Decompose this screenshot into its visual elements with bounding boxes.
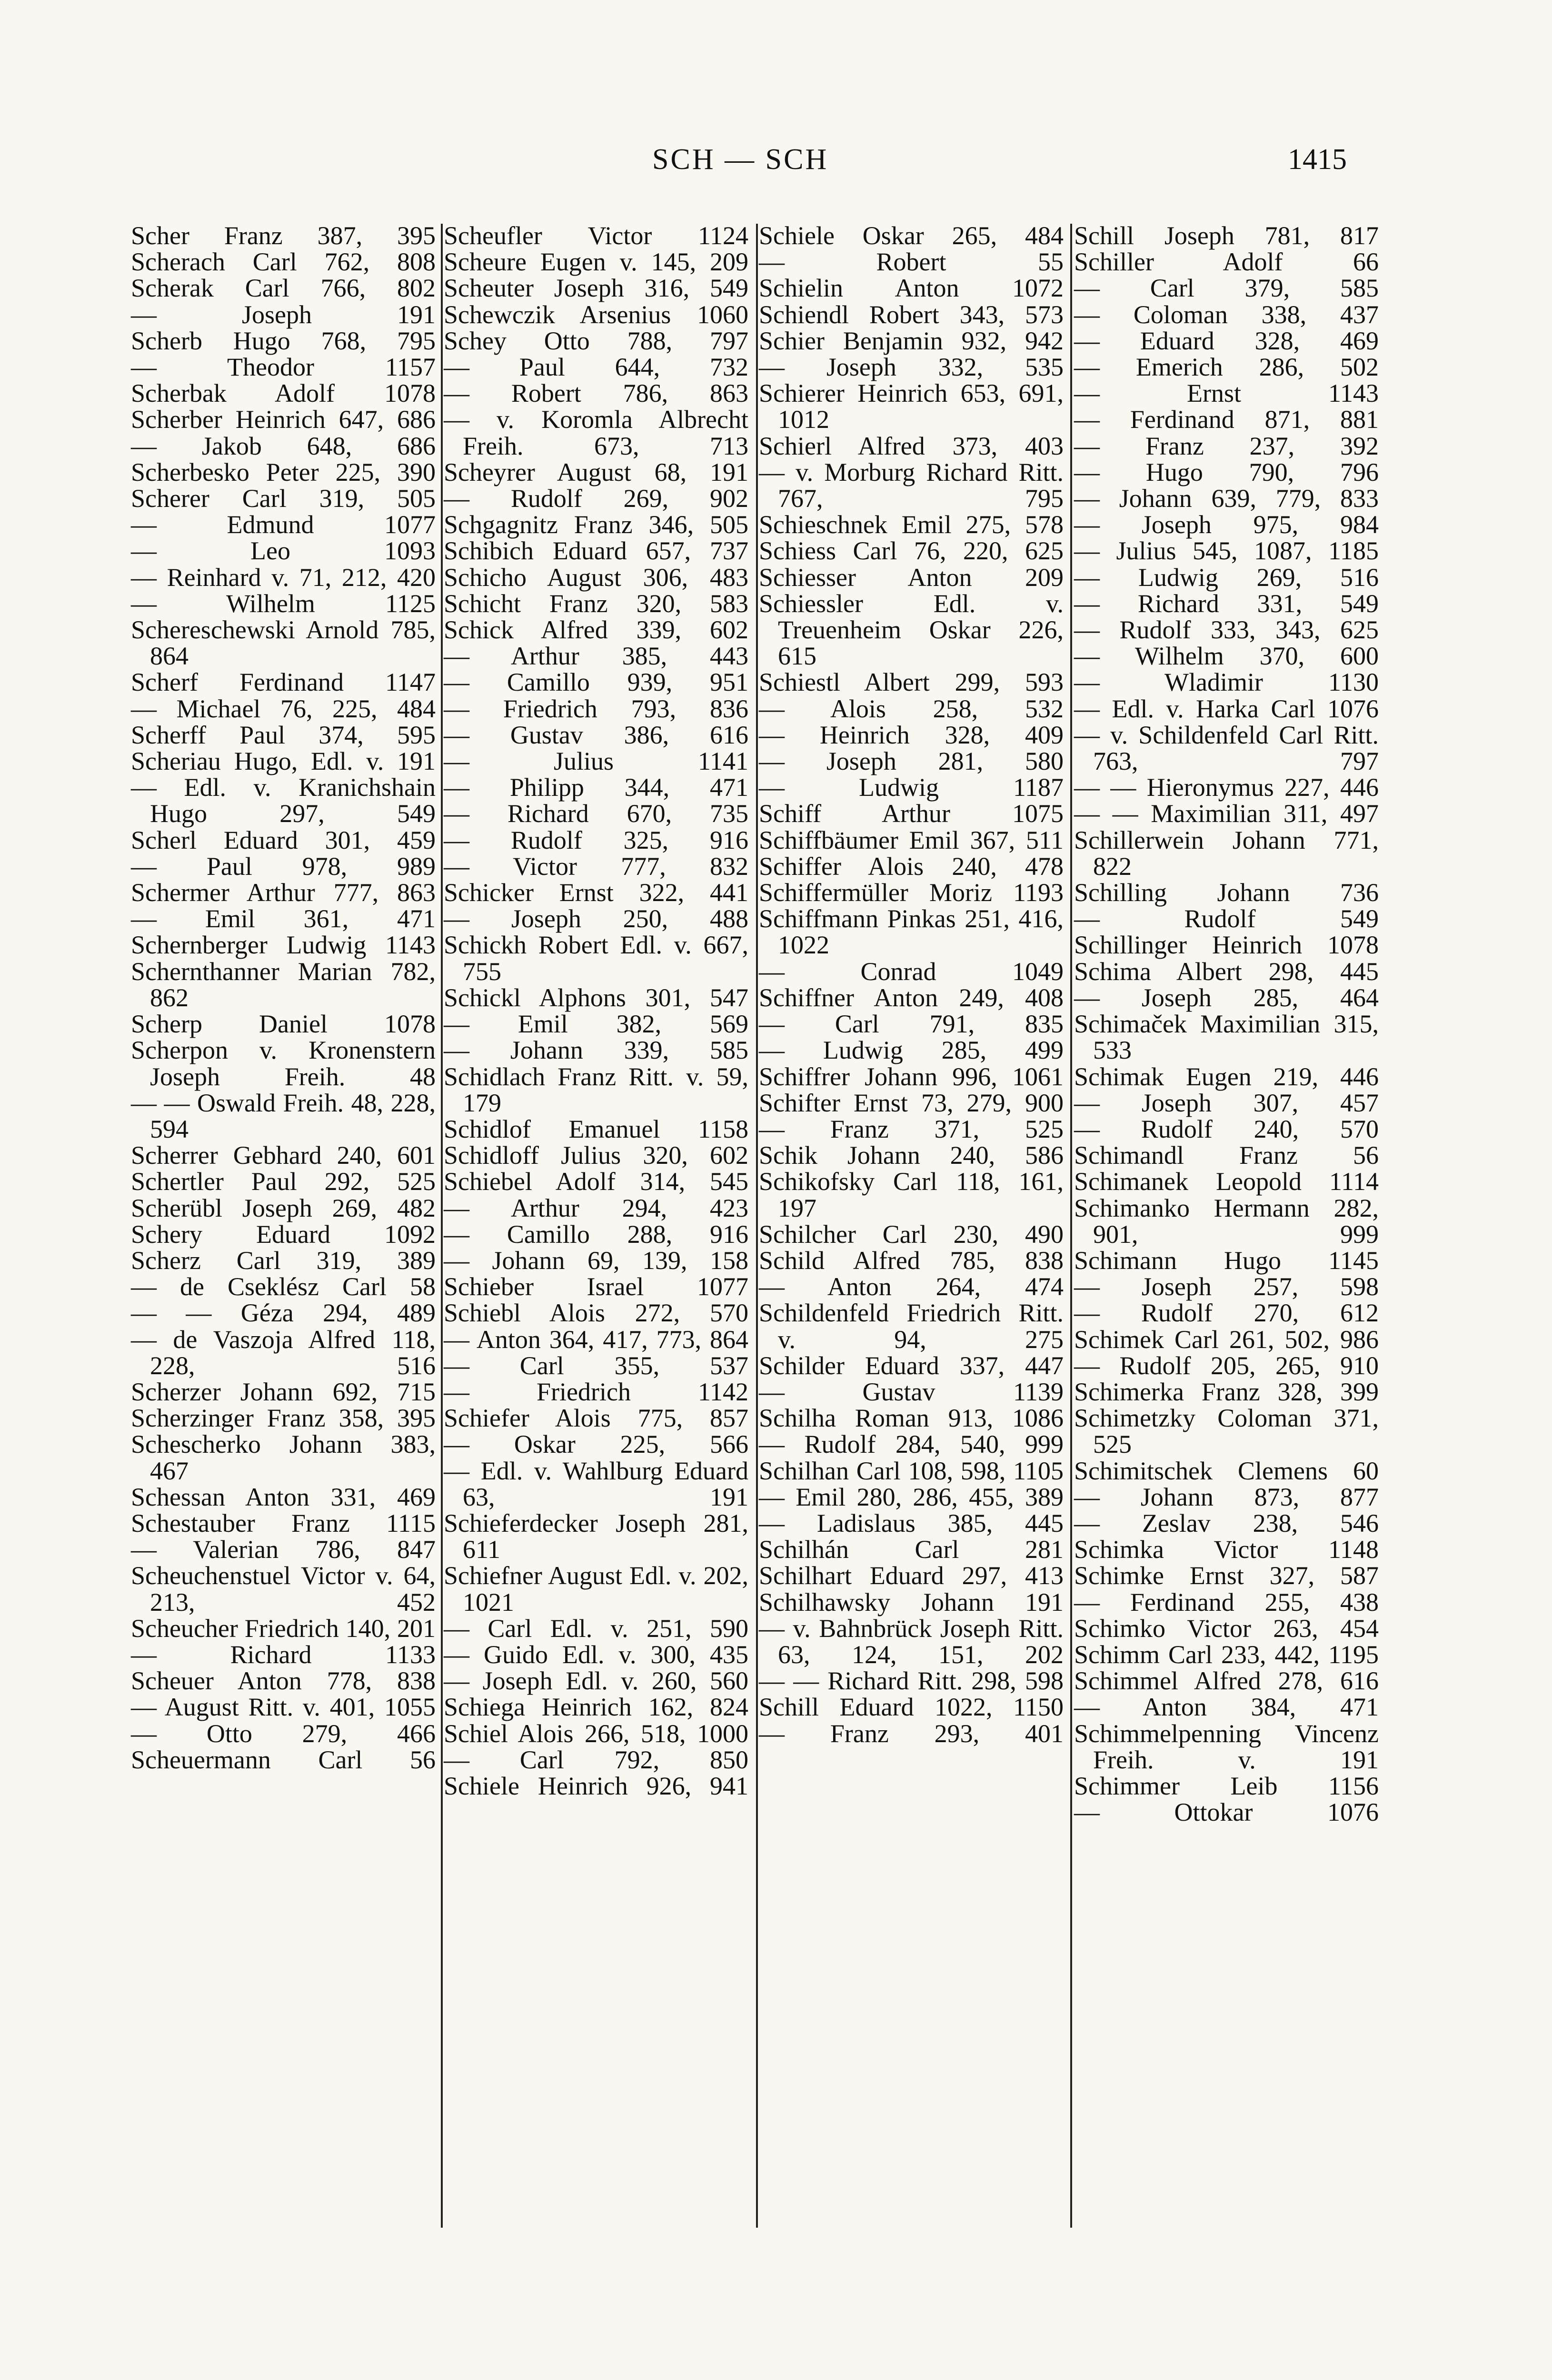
directory-entry: — Joseph 332, 535 [759,353,1064,382]
running-header: SCH — SCH [652,143,829,176]
directory-entry: Schescherko Johann 383, 467 [131,1430,436,1485]
directory-entry: — Conrad 1049 [759,957,1064,986]
directory-entry: — Reinhard v. 71, 212, 420 [131,563,436,592]
directory-entry: Schima Albert 298, 445 [1074,957,1379,986]
directory-entry: — — Hieronymus 227, 446 [1074,773,1379,802]
directory-entry: Schierl Alfred 373, 403 [759,431,1064,460]
directory-entry: Schicho August 306, 483 [444,563,748,592]
directory-entry: — Franz 371, 525 [759,1114,1064,1143]
directory-entry: — Robert 786, 863 [444,379,748,408]
directory-entry: Schermer Arthur 777, 863 [131,878,436,907]
directory-entry: — Carl 791, 835 [759,1010,1064,1039]
directory-entry: — — Maximilian 311, 497 [1074,799,1379,828]
directory-entry: Schimka Victor 1148 [1074,1535,1379,1564]
directory-entry: Schimek Carl 261, 502, 986 [1074,1325,1379,1354]
directory-entry: Schier Benjamin 932, 942 [759,326,1064,355]
column-3 [759,223,1064,1747]
directory-entry: Schilhawsky Johann 191 [759,1587,1064,1616]
directory-entry: Scherff Paul 374, 595 [131,720,436,749]
directory-entry: Schild Alfred 785, 838 [759,1246,1064,1275]
directory-entry: — Rudolf 333, 343, 625 [1074,615,1379,645]
directory-entry: — Anton 264, 474 [759,1272,1064,1301]
directory-entry: Schicht Franz 320, 583 [444,589,748,618]
directory-entry: — Anton 364, 417, 773, 864 [444,1325,748,1354]
directory-entry: Schereschewski Arnold 785, 864 [131,615,436,671]
directory-entry: Scheyrer August 68, 191 [444,457,748,486]
directory-entry: Schiffner Anton 249, 408 [759,983,1064,1012]
column-1 [131,223,436,1773]
directory-entry: — Carl 792, 850 [444,1745,748,1774]
directory-entry: Schimerka Franz 328, 399 [1074,1377,1379,1406]
directory-entry: — Guido Edl. v. 300, 435 [444,1640,748,1669]
directory-entry: Scheure Eugen v. 145, 209 [444,248,748,277]
directory-entry: Schiele Heinrich 926, 941 [444,1771,748,1800]
directory-entry: Schiele Oskar 265, 484 [759,221,1064,250]
directory-entry: Schicker Ernst 322, 441 [444,878,748,907]
directory-entry: Schimanek Leopold 1114 [1074,1167,1379,1196]
directory-entry: — v. Schildenfeld Carl Ritt. 763, 797 [1074,720,1379,776]
directory-entry: Schiffbäumer Emil 367, 511 [759,825,1064,854]
directory-entry: — Julius 545, 1087, 1185 [1074,536,1379,565]
directory-entry: — Joseph 285, 464 [1074,983,1379,1012]
directory-entry: Scherach Carl 762, 808 [131,248,436,277]
directory-entry: — Coloman 338, 437 [1074,300,1379,329]
directory-entry: Schillinger Heinrich 1078 [1074,931,1379,960]
directory-entry: Schilha Roman 913, 1086 [759,1404,1064,1433]
directory-entry: — Wladimir 1130 [1074,668,1379,697]
directory-entry: Schill Joseph 781, 817 [1074,221,1379,250]
directory-entry: — Camillo 288, 916 [444,1220,748,1249]
directory-entry: — Johann 639, 779, 833 [1074,484,1379,513]
directory-entry: Scheucher Friedrich 140, 201 [131,1614,436,1643]
directory-entry: — Wilhelm 370, 600 [1074,642,1379,671]
directory-entry: Schernthanner Marian 782, 862 [131,957,436,1012]
directory-entry: — August Ritt. v. 401, 1055 [131,1693,436,1722]
directory-entry: — Ernst 1143 [1074,379,1379,408]
directory-entry: — Victor 777, 832 [444,852,748,881]
directory-entry: Schiffermüller Moriz 1193 [759,878,1064,907]
directory-entry: — Edl. v. Wahlburg Eduard 63, 191 [444,1456,748,1511]
directory-entry: Scherl Eduard 301, 459 [131,825,436,854]
directory-entry: Schielin Anton 1072 [759,274,1064,303]
directory-entry: — Julius 1141 [444,747,748,776]
directory-entry: Schiega Heinrich 162, 824 [444,1693,748,1722]
directory-entry: — Edl. v. Harka Carl 1076 [1074,694,1379,723]
directory-entry: Schey Otto 788, 797 [444,326,748,355]
directory-entry: — Eduard 328, 469 [1074,326,1379,355]
directory-entry: — Rudolf 284, 540, 999 [759,1430,1064,1459]
directory-entry: Schildenfeld Friedrich Ritt. v. 94, 275 [759,1299,1064,1354]
directory-entry: — Leo 1093 [131,536,436,565]
directory-entry: Scherzer Johann 692, 715 [131,1377,436,1406]
directory-entry: — Joseph 191 [131,300,436,329]
directory-entry: Schiel Alois 266, 518, 1000 [444,1719,748,1748]
directory-entry: Schernberger Ludwig 1143 [131,931,436,960]
directory-entry: Schilhan Carl 108, 598, 1105 [759,1456,1064,1485]
directory-entry: — v. Koromla Albrecht Freih. 673, 713 [444,405,748,460]
directory-entry: Schimaček Maximilian 315, 533 [1074,1010,1379,1065]
directory-entry: Schiffer Alois 240, 478 [759,852,1064,881]
directory-entry: Schikofsky Carl 118, 161, 197 [759,1167,1064,1222]
directory-entry: — Rudolf 240, 570 [1074,1114,1379,1143]
directory-entry: Schiess Carl 76, 220, 625 [759,536,1064,565]
directory-entry: — Otto 279, 466 [131,1719,436,1748]
directory-entry: Schewczik Arsenius 1060 [444,300,748,329]
directory-entry: Schimmelpenning Vincenz Freih. v. 191 [1074,1719,1379,1774]
directory-entry: — Ottokar 1076 [1074,1798,1379,1827]
directory-entry: Scherzinger Franz 358, 395 [131,1404,436,1433]
directory-entry: — Gustav 1139 [759,1377,1064,1406]
directory-entry: Schidloff Julius 320, 602 [444,1141,748,1170]
directory-entry: Schiller Adolf 66 [1074,248,1379,277]
directory-entry: Schickh Robert Edl. v. 667, 755 [444,931,748,986]
directory-entry: Schiffmann Pinkas 251, 416, 1022 [759,904,1064,960]
directory-entry: — Ferdinand 255, 438 [1074,1587,1379,1616]
directory-entry: Schill Eduard 1022, 1150 [759,1693,1064,1722]
directory-entry: Schimke Ernst 327, 587 [1074,1561,1379,1590]
directory-entry: — Carl 355, 537 [444,1351,748,1380]
directory-entry: Schifter Ernst 73, 279, 900 [759,1088,1064,1117]
directory-entry: Schimitschek Clemens 60 [1074,1456,1379,1485]
directory-entry: — Ladislaus 385, 445 [759,1508,1064,1537]
directory-entry: Schik Johann 240, 586 [759,1141,1064,1170]
directory-entry: Schieferdecker Joseph 281, 611 [444,1508,748,1564]
directory-entry: — Michael 76, 225, 484 [131,694,436,723]
directory-entry: — Edmund 1077 [131,510,436,539]
directory-entry: — Arthur 294, 423 [444,1193,748,1222]
directory-entry: Scherbesko Peter 225, 390 [131,457,436,486]
directory-entry: Scherak Carl 766, 802 [131,274,436,303]
column-divider-1 [441,224,443,2228]
column-divider-2 [756,224,758,2228]
directory-entry: Schery Eduard 1092 [131,1220,436,1249]
directory-entry: — Ferdinand 871, 881 [1074,405,1379,434]
directory-entry: Scheufler Victor 1124 [444,221,748,250]
directory-entry: — Carl Edl. v. 251, 590 [444,1614,748,1643]
directory-entry: — Rudolf 325, 916 [444,825,748,854]
directory-entry: Scheuchenstuel Victor v. 64, 213, 452 [131,1561,436,1616]
directory-entry: — Robert 55 [759,248,1064,277]
directory-entry: — Jakob 648, 686 [131,431,436,460]
directory-entry: Schimmel Alfred 278, 616 [1074,1666,1379,1696]
directory-entry: — — Géza 294, 489 [131,1299,436,1328]
directory-entry: — Rudolf 549 [1074,904,1379,933]
directory-entry: Schilcher Carl 230, 490 [759,1220,1064,1249]
directory-entry: — Rudolf 269, 902 [444,484,748,513]
directory-entry: Schick Alfred 339, 602 [444,615,748,645]
directory-entry: Scherp Daniel 1078 [131,1010,436,1039]
directory-entry: Schiefer Alois 775, 857 [444,1404,748,1433]
directory-entry: — v. Bahnbrück Joseph Ritt. 63, 124, 151, 202 [759,1614,1064,1669]
directory-entry: — Gustav 386, 616 [444,720,748,749]
directory-entry: — Anton 384, 471 [1074,1693,1379,1722]
directory-entry: — Oskar 225, 566 [444,1430,748,1459]
directory-entry: Schiestl Albert 299, 593 [759,668,1064,697]
directory-entry: — Johann 339, 585 [444,1036,748,1065]
directory-entry: Schilder Eduard 337, 447 [759,1351,1064,1380]
directory-entry: Schidlof Emanuel 1158 [444,1114,748,1143]
directory-entry: Scherz Carl 319, 389 [131,1246,436,1275]
directory-entry: Schimko Victor 263, 454 [1074,1614,1379,1643]
directory-entry: Schimmer Leib 1156 [1074,1771,1379,1800]
directory-entry: — Camillo 939, 951 [444,668,748,697]
directory-entry: — Richard 1133 [131,1640,436,1669]
directory-entry: Scherb Hugo 768, 795 [131,326,436,355]
directory-entry: — Rudolf 270, 612 [1074,1299,1379,1328]
directory-entry: — Richard 331, 549 [1074,589,1379,618]
directory-entry: — Theodor 1157 [131,353,436,382]
directory-entry: — Carl 379, 585 [1074,274,1379,303]
directory-entry: — Franz 293, 401 [759,1719,1064,1748]
directory-entry: Scheuermann Carl 56 [131,1745,436,1774]
directory-entry: — Emil 361, 471 [131,904,436,933]
directory-entry: — Richard 670, 735 [444,799,748,828]
directory-entry: Scherpon v. Kronenstern Joseph Freih. 48 [131,1036,436,1091]
directory-entry: — Emil 280, 286, 455, 389 [759,1482,1064,1511]
directory-entry: Schiebl Alois 272, 570 [444,1299,748,1328]
directory-entry: — Zeslav 238, 546 [1074,1508,1379,1537]
directory-entry: — Friedrich 793, 836 [444,694,748,723]
directory-entry: Schertler Paul 292, 525 [131,1167,436,1196]
directory-entry: Schiessler Edl. v. Treuenheim Oskar 226, 615 [759,589,1064,671]
directory-entry: Schieschnek Emil 275, 578 [759,510,1064,539]
directory-entry: Scherrer Gebhard 240, 601 [131,1141,436,1170]
directory-entry: Schickl Alphons 301, 547 [444,983,748,1012]
directory-entry: Schimann Hugo 1145 [1074,1246,1379,1275]
directory-entry: Schimandl Franz 56 [1074,1141,1379,1170]
directory-entry: Schilhart Eduard 297, 413 [759,1561,1064,1590]
directory-entry: — Heinrich 328, 409 [759,720,1064,749]
directory-entry: Schestauber Franz 1115 [131,1508,436,1537]
directory-entry: — de Cseklész Carl 58 [131,1272,436,1301]
directory-entry: — — Richard Ritt. 298, 598 [759,1666,1064,1696]
directory-entry: — Johann 69, 139, 158 [444,1246,748,1275]
directory-entry: — Ludwig 285, 499 [759,1036,1064,1065]
directory-entry: Schimanko Hermann 282, 901, 999 [1074,1193,1379,1249]
column-4 [1074,223,1379,1825]
directory-entry: — Philipp 344, 471 [444,773,748,802]
directory-entry: — Edl. v. Kranichshain Hugo 297, 549 [131,773,436,828]
directory-entry: Schiefner August Edl. v. 202, 1021 [444,1561,748,1616]
directory-entry: Schiebel Adolf 314, 545 [444,1167,748,1196]
directory-entry: — Paul 644, 732 [444,353,748,382]
directory-entry: Schimetzky Coloman 371, 525 [1074,1404,1379,1459]
directory-entry: Scherübl Joseph 269, 482 [131,1193,436,1222]
directory-entry: — Friedrich 1142 [444,1377,748,1406]
directory-entry: — Joseph 250, 488 [444,904,748,933]
page-number: 1415 [1288,143,1347,176]
directory-entry: Schiff Arthur 1075 [759,799,1064,828]
directory-entry: Scherer Carl 319, 505 [131,484,436,513]
directory-entry: — Joseph 281, 580 [759,747,1064,776]
directory-entry: — Johann 873, 877 [1074,1482,1379,1511]
directory-entry: — Arthur 385, 443 [444,642,748,671]
directory-entry: — Emerich 286, 502 [1074,353,1379,382]
directory-entry: Schillerwein Johann 771, 822 [1074,825,1379,881]
directory-entry: Schgagnitz Franz 346, 505 [444,510,748,539]
directory-entry: — Valerian 786, 847 [131,1535,436,1564]
directory-entry: Scheuter Joseph 316, 549 [444,274,748,303]
directory-entry: — Franz 237, 392 [1074,431,1379,460]
directory-entry: — Joseph 975, 984 [1074,510,1379,539]
directory-entry: Schibich Eduard 657, 737 [444,536,748,565]
directory-entry: Scherbak Adolf 1078 [131,379,436,408]
directory-entry: — Rudolf 205, 265, 910 [1074,1351,1379,1380]
directory-entry: — Hugo 790, 796 [1074,457,1379,486]
directory-entry: Scher Franz 387, 395 [131,221,436,250]
directory-entry: Schimm Carl 233, 442, 1195 [1074,1640,1379,1669]
directory-entry: Scherber Heinrich 647, 686 [131,405,436,434]
directory-entry: — v. Morburg Richard Ritt. 767, 795 [759,457,1064,513]
directory-entry: Scheriau Hugo, Edl. v. 191 [131,747,436,776]
directory-entry: — Alois 258, 532 [759,694,1064,723]
directory-entry: — Joseph Edl. v. 260, 560 [444,1666,748,1696]
directory-entry: — Wilhelm 1125 [131,589,436,618]
directory-entry: Schimak Eugen 219, 446 [1074,1062,1379,1091]
directory-entry: Scheuer Anton 778, 838 [131,1666,436,1696]
directory-entry: Scherf Ferdinand 1147 [131,668,436,697]
directory-entry: Schieber Israel 1077 [444,1272,748,1301]
directory-entry: Schierer Heinrich 653, 691, 1012 [759,379,1064,434]
directory-entry: — Paul 978, 989 [131,852,436,881]
directory-entry: Schilhán Carl 281 [759,1535,1064,1564]
directory-entry: Schiffrer Johann 996, 1061 [759,1062,1064,1091]
directory-entry: — — Oswald Freih. 48, 228, 594 [131,1088,436,1143]
directory-entry: Schilling Johann 736 [1074,878,1379,907]
column-2 [444,223,748,1799]
directory-entry: Schiendl Robert 343, 573 [759,300,1064,329]
directory-entry: — Emil 382, 569 [444,1010,748,1039]
directory-entry: — Joseph 307, 457 [1074,1088,1379,1117]
directory-entry: — Joseph 257, 598 [1074,1272,1379,1301]
directory-entry: Schiesser Anton 209 [759,563,1064,592]
directory-entry: — Ludwig 1187 [759,773,1064,802]
directory-entry: Schessan Anton 331, 469 [131,1482,436,1511]
directory-entry: — Ludwig 269, 516 [1074,563,1379,592]
directory-entry: Schidlach Franz Ritt. v. 59, 179 [444,1062,748,1117]
directory-entry: — de Vaszoja Alfred 118, 228, 516 [131,1325,436,1380]
column-divider-3 [1070,224,1072,2228]
